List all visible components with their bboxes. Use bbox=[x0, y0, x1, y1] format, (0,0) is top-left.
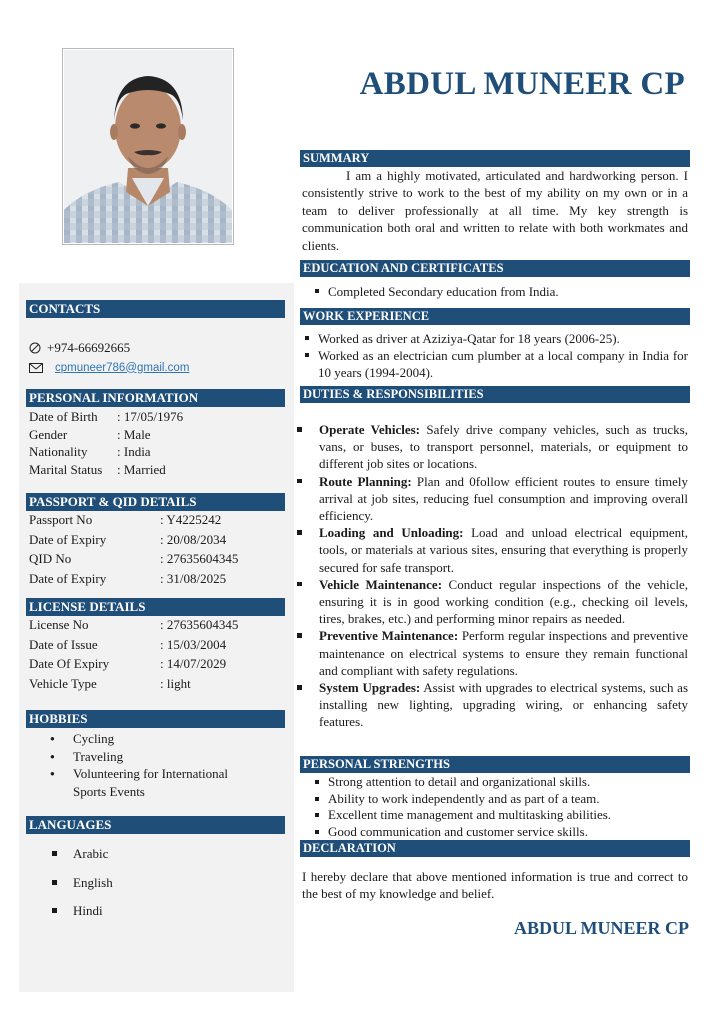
license-expiry-label: Date Of Expiry bbox=[29, 656, 110, 671]
license-list bbox=[29, 615, 238, 693]
dob-row bbox=[29, 408, 183, 426]
duty-text: Conduct regular inspections of the vehicle, ensuring it is in good working condition (e.g., checking oil levels, tires, brakes, etc.) and performing minor repairs as needed. bbox=[319, 576, 689, 627]
profile-photo bbox=[64, 50, 232, 243]
list-item bbox=[300, 524, 688, 576]
phone-line bbox=[29, 340, 130, 356]
dob-value: : 17/05/1976 bbox=[117, 409, 184, 424]
gender-value: : Male bbox=[117, 426, 151, 442]
passport-heading: PASSPORT & QID DETAILS bbox=[26, 493, 285, 511]
list-item bbox=[300, 576, 688, 628]
list-item bbox=[300, 421, 688, 473]
list-item: ● Volunteering for International Sports Events bbox=[50, 765, 250, 800]
duty-text: Assist with upgrades to electrical systems, such as installing new lighting, upgrading wiring, or enhancing safety features. bbox=[319, 680, 688, 730]
nationality-label: Nationality bbox=[29, 444, 88, 460]
duty-title: Route Planning: bbox=[319, 473, 412, 489]
nationality-value: : India bbox=[117, 444, 151, 460]
duties-heading: DUTIES & RESPONSIBILITIES bbox=[300, 386, 690, 403]
work-list bbox=[302, 330, 688, 382]
declaration-heading: DECLARATION bbox=[300, 840, 690, 857]
declaration-text: I hereby declare that above mentioned information is true and correct to the best of my knowledge and belief. bbox=[302, 869, 688, 902]
vehicle-type-value: : light bbox=[160, 675, 191, 691]
qid-no-row bbox=[29, 549, 238, 569]
passport-expiry-row bbox=[29, 530, 238, 550]
list-item bbox=[300, 473, 688, 525]
phone-number: +974-66692665 bbox=[47, 340, 131, 355]
qid-no-label: QID No bbox=[29, 551, 72, 566]
list-item: Good communication and customer service skills. bbox=[312, 824, 688, 841]
duty-text: Perform regular inspections and preventive maintenance on electrical systems to ensure they remain functional and compliant with safety regulations. bbox=[319, 628, 688, 678]
qid-expiry-value: : 31/08/2025 bbox=[160, 570, 227, 586]
languages-heading: LANGUAGES bbox=[26, 816, 285, 834]
duty-text: Plan and 0follow efficient routes to ensure timely arrival at job sites, reducing fuel consumption and improving overall efficiency. bbox=[319, 473, 689, 524]
list-item: Worked as an electrician cum plumber at a local company in India for 10 years (1994-2004). bbox=[302, 347, 688, 381]
passport-expiry-label: Date of Expiry bbox=[29, 531, 107, 547]
license-issue-value: : 15/03/2004 bbox=[160, 636, 227, 652]
resume-name-title: ABDUL MUNEER CP bbox=[359, 66, 685, 102]
passport-no-row bbox=[29, 510, 238, 530]
list-item: Ability to work independently and as part of a team. bbox=[312, 791, 688, 808]
list-item bbox=[300, 627, 688, 679]
list-item: Hindi bbox=[52, 902, 113, 931]
license-expiry-row bbox=[29, 654, 238, 674]
signature-name: ABDUL MUNEER CP bbox=[513, 918, 689, 938]
duty-title: Preventive Maintenance: bbox=[319, 628, 459, 644]
license-heading: LICENSE DETAILS bbox=[26, 598, 285, 616]
qid-expiry-row bbox=[29, 569, 238, 589]
marital-row bbox=[29, 461, 183, 479]
hobbies-heading: HOBBIES bbox=[26, 710, 285, 728]
summary-text: I am a highly motivated, articulated and hardworking person. I consistently strive to work to the best of my ability on my own or in a team to deliver professionally at all time. My key strength is communication both oral and written to relate with both workmates and clients. bbox=[302, 168, 688, 253]
envelope-icon bbox=[29, 361, 44, 374]
passport-no-value: : Y4225242 bbox=[160, 512, 222, 527]
passport-expiry-value: : 20/08/2034 bbox=[160, 531, 227, 547]
passport-list bbox=[29, 510, 238, 588]
strengths-heading: PERSONAL STRENGTHS bbox=[300, 756, 690, 773]
vehicle-type-row bbox=[29, 674, 238, 694]
languages-list bbox=[52, 845, 113, 931]
duty-title: System Upgrades: bbox=[319, 680, 421, 696]
gender-row bbox=[29, 426, 183, 444]
license-no-label: License No bbox=[29, 617, 89, 632]
list-item: Arabic bbox=[52, 845, 113, 874]
dob-label: Date of Birth bbox=[29, 409, 98, 424]
work-heading: WORK EXPERIENCE bbox=[300, 308, 690, 325]
list-item: Worked as driver at Aziziya-Qatar for 18 years (2006-25). bbox=[302, 330, 688, 347]
email-link[interactable]: cpmuneer786@gmail.com bbox=[55, 361, 190, 374]
summary-heading: SUMMARY bbox=[300, 150, 690, 167]
contacts-heading: CONTACTS bbox=[26, 300, 285, 318]
hobbies-list bbox=[50, 730, 250, 800]
personal-info-list bbox=[29, 408, 183, 478]
license-expiry-value: : 14/07/2029 bbox=[160, 656, 227, 671]
profile-photo-frame bbox=[62, 48, 234, 245]
list-item: Completed Secondary education from India. bbox=[312, 283, 688, 300]
license-issue-row bbox=[29, 635, 238, 655]
email-line bbox=[29, 361, 189, 374]
list-item: English bbox=[52, 874, 113, 903]
phone-icon bbox=[29, 342, 44, 355]
qid-no-value: : 27635604345 bbox=[160, 551, 239, 566]
list-item bbox=[300, 679, 688, 731]
nationality-row bbox=[29, 443, 183, 461]
marital-value: : Married bbox=[117, 461, 166, 477]
education-heading: EDUCATION AND CERTIFICATES bbox=[300, 260, 690, 277]
vehicle-type-label: Vehicle Type bbox=[29, 675, 97, 691]
license-issue-label: Date of Issue bbox=[29, 636, 98, 652]
duty-title: Loading and Unloading: bbox=[319, 525, 464, 541]
list-item: Excellent time management and multitasking abilities. bbox=[312, 807, 688, 824]
passport-no-label: Passport No bbox=[29, 512, 93, 527]
duty-text: Load and unload electrical equipment, tools, or materials at various sites, ensuring that everything is properly secured for safe transport. bbox=[319, 525, 688, 575]
marital-label: Marital Status bbox=[29, 461, 103, 477]
list-item: ● Cycling bbox=[50, 730, 250, 748]
personal-info-heading: PERSONAL INFORMATION bbox=[26, 389, 285, 407]
license-no-value: : 27635604345 bbox=[160, 617, 239, 632]
gender-label: Gender bbox=[29, 426, 68, 442]
license-no-row bbox=[29, 615, 238, 635]
duties-list bbox=[300, 421, 688, 731]
duty-title: Operate Vehicles: bbox=[319, 422, 421, 437]
duty-text: Safely drive company vehicles, such as trucks, vans, or buses, to transport personnel, materials, or equipment to different job sites or locations. bbox=[319, 422, 688, 472]
list-item: Strong attention to detail and organizational skills. bbox=[312, 774, 688, 791]
duty-title: Vehicle Maintenance: bbox=[319, 576, 443, 592]
education-list bbox=[312, 283, 688, 300]
list-item: ● Traveling bbox=[50, 748, 250, 766]
strengths-list bbox=[312, 774, 688, 840]
qid-expiry-label: Date of Expiry bbox=[29, 570, 107, 586]
